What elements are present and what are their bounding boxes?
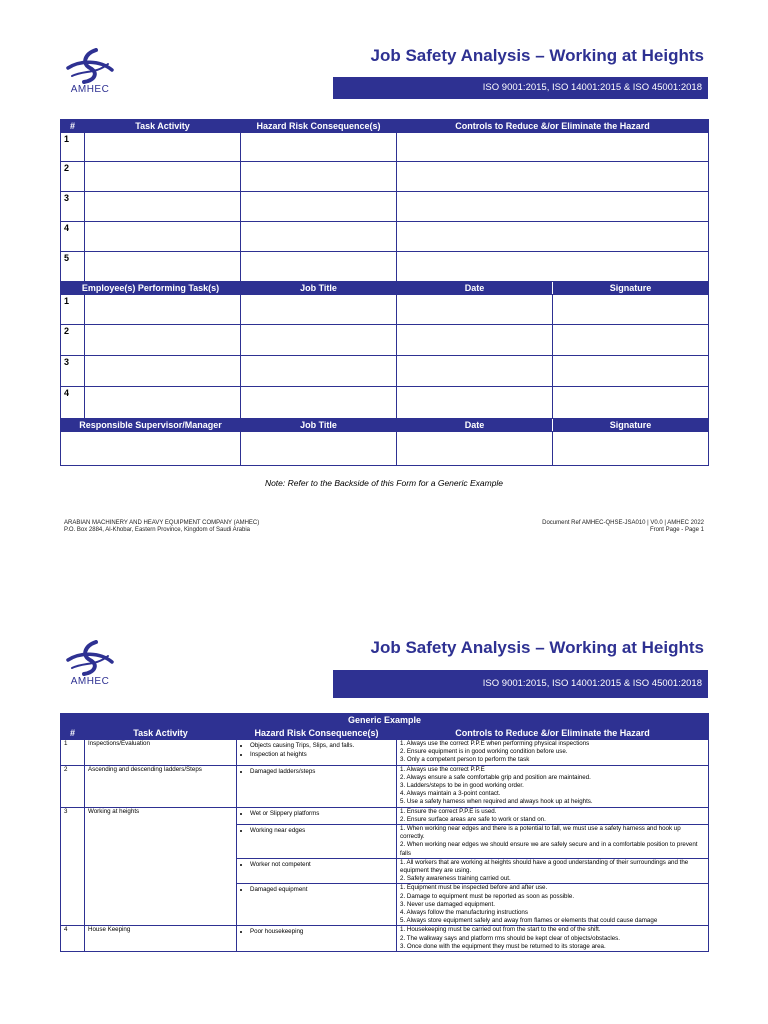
hazard-item: • Inspection at heights: [250, 750, 393, 759]
table-row: [61, 222, 709, 252]
page-title: Job Safety Analysis – Working at Heights: [370, 638, 704, 657]
col-header-date-signature: [397, 282, 709, 295]
control-item: 1. All workers that are working at heights should have a good understanding of their surroundings and the equipment they are using.: [400, 858, 689, 875]
controls-list: [397, 765, 709, 807]
row-number: 4: [61, 222, 85, 252]
table-row: [61, 295, 709, 325]
hazard-item: • Poor housekeeping: [250, 927, 393, 936]
date-signature-cell[interactable]: [397, 356, 709, 387]
date-signature-cell[interactable]: [397, 387, 709, 419]
row-number: 1: [61, 295, 85, 325]
date-signature-cell[interactable]: [397, 325, 709, 356]
logo-text: AMHEC: [70, 84, 110, 95]
row-number: 3: [61, 807, 85, 926]
control-item: 3. Never use damaged equipment.: [400, 900, 495, 908]
row-number: 2: [61, 325, 85, 356]
col-header-signature: Signature: [609, 283, 652, 293]
col-header-task-activity: Task Activity: [85, 120, 241, 133]
control-item: 1. When working near edges and there is a potential to fall, we must use a safety harness and hook up correctly.: [400, 825, 681, 841]
control-item: 5. Use a safety harness when required and always hook up at heights.: [400, 798, 593, 806]
job-title-cell[interactable]: [241, 325, 397, 356]
controls-cell[interactable]: [397, 162, 709, 192]
date-signature-cell[interactable]: [397, 432, 709, 466]
controls-list: [397, 825, 709, 859]
row-number: 5: [61, 252, 85, 282]
control-item: 2. Always ensure a safe comfortable grip and position are maintained.: [400, 773, 591, 781]
table-row: [61, 133, 709, 162]
task-table-header: [61, 120, 709, 133]
row-number: 4: [61, 926, 85, 952]
control-item: 3. Ladders/steps to be in good working order.: [400, 782, 524, 790]
task-activity: Inspections/Evaluation: [85, 740, 237, 766]
control-item: 5. Always store equipment safely and away from flames or elements that could cause damage: [400, 917, 658, 925]
row-number: 1: [61, 740, 85, 766]
control-item: 4. Always maintain a 3-point contact.: [400, 790, 501, 798]
col-header-number: #: [61, 727, 85, 740]
hazard-cell[interactable]: [241, 192, 397, 222]
table-row: [61, 325, 709, 356]
employee-name-cell[interactable]: [85, 295, 241, 325]
hazard-item: • Wet or Slippery platforms: [250, 809, 393, 818]
example-title: Generic Example: [61, 714, 709, 727]
task-activity-cell[interactable]: [85, 133, 241, 162]
hazard-cell[interactable]: [241, 133, 397, 162]
table-row: [61, 740, 709, 766]
hazard-cell[interactable]: [241, 162, 397, 192]
hazard-cell[interactable]: [241, 222, 397, 252]
col-header-employees: Employee(s) Performing Task(s): [61, 282, 241, 295]
col-header-controls: Controls to Reduce &/or Eliminate the Hazard: [397, 120, 709, 133]
document-ref: Document Ref AMHEC-QHSE-JSA010 | V0.0 | AMHEC 2022: [542, 520, 704, 526]
page-number: Front Page - Page 1: [649, 527, 704, 533]
col-header-task-activity: Task Activity: [85, 727, 237, 740]
hazard-item: • Working near edges: [250, 826, 393, 835]
employee-name-cell[interactable]: [85, 356, 241, 387]
col-header-supervisor: Responsible Supervisor/Manager: [61, 419, 241, 432]
control-item: 2. When working near edges we should ensure we are safely secure and in a comfortable position to prevent falls: [400, 841, 698, 857]
supervisor-table-header: [61, 419, 709, 432]
hazard-list: [237, 884, 397, 926]
table-row: [61, 926, 709, 952]
row-number: 2: [61, 162, 85, 192]
company-logo: [60, 640, 120, 687]
row-number: 2: [61, 765, 85, 807]
employee-name-cell[interactable]: [85, 387, 241, 419]
iso-banner: ISO 9001:2015, ISO 14001:2015 & ISO 45001:2018: [333, 77, 708, 99]
hazard-list: [237, 858, 397, 884]
col-header-number: #: [61, 120, 85, 133]
col-header-date: Date: [397, 282, 553, 294]
task-activity: Ascending and descending ladders/Steps: [85, 765, 237, 807]
company-name: ARABIAN MACHINERY AND HEAVY EQUIPMENT COMPANY (AMHEC): [64, 520, 260, 526]
task-activity: Working at heights: [85, 807, 237, 926]
hazard-list: [237, 807, 397, 824]
logo-text: AMHEC: [70, 676, 110, 687]
control-item: 1. Housekeeping must be carried out from the start to the end of the shift.: [400, 926, 601, 934]
hazard-item: • Worker not competent: [250, 860, 393, 869]
generic-example-table: [60, 713, 709, 952]
job-title-cell[interactable]: [241, 387, 397, 419]
control-item: 3. Once done with the equipment they must be returned to its storage area.: [400, 942, 606, 950]
backside-note: Note: Refer to the Backside of this Form for a Generic Example: [264, 478, 504, 488]
row-number: 1: [61, 133, 85, 162]
example-header-row: [61, 727, 709, 740]
company-address: P.O. Box 2884, Al-Khobar, Eastern Province, Kingdom of Saudi Arabia: [64, 527, 251, 533]
control-item: 1. Always use the correct P.P.E: [400, 765, 485, 773]
job-title-cell[interactable]: [241, 432, 397, 466]
hazard-cell[interactable]: [241, 252, 397, 282]
job-title-cell[interactable]: [241, 295, 397, 325]
controls-cell[interactable]: [397, 192, 709, 222]
controls-list: [397, 926, 709, 952]
table-row: [61, 356, 709, 387]
controls-cell[interactable]: [397, 133, 709, 162]
task-activity: House Keeping: [85, 926, 237, 952]
supervisor-name-cell[interactable]: [61, 432, 241, 466]
col-header-controls: Controls to Reduce &/or Eliminate the Hazard: [397, 727, 709, 740]
example-title-row: [61, 714, 709, 727]
controls-list: [397, 807, 709, 824]
control-item: 1. Equipment must be inspected before and after use.: [400, 884, 548, 892]
controls-list: [397, 884, 709, 926]
table-row: [61, 192, 709, 222]
hazard-item: • Damaged ladders/steps: [250, 767, 393, 776]
page-title: Job Safety Analysis – Working at Heights: [370, 46, 704, 65]
iso-banner: ISO 9001:2015, ISO 14001:2015 & ISO 45001:2018: [333, 670, 708, 698]
amhec-logo-icon: [60, 48, 120, 84]
control-item: 2. Damage to equipment must be reported as soon as possible.: [400, 892, 575, 900]
control-item: 1. Ensure the correct P.P.E is used.: [400, 807, 497, 815]
hazard-list: [237, 825, 397, 859]
employee-name-cell[interactable]: [85, 325, 241, 356]
task-table: [60, 119, 709, 466]
col-header-signature: Signature: [609, 420, 652, 430]
control-item: 1. Always use the correct P.P.E when performing physical inspections: [400, 740, 590, 747]
company-logo: [60, 48, 120, 95]
employee-table-header: [61, 282, 709, 295]
col-header-job-title: Job Title: [241, 282, 397, 295]
hazard-item: • Damaged equipment: [250, 885, 393, 894]
controls-list: [397, 740, 709, 766]
table-row: [61, 162, 709, 192]
date-signature-cell[interactable]: [397, 295, 709, 325]
col-header-hazard: Hazard Risk Consequence(s): [237, 727, 397, 740]
col-header-job-title: Job Title: [241, 419, 397, 432]
control-item: 2. Ensure surface areas are safe to work or stand on.: [400, 815, 546, 823]
hazard-list: [237, 740, 397, 766]
table-row: [61, 252, 709, 282]
task-activity-cell[interactable]: [85, 222, 241, 252]
hazard-list: [237, 926, 397, 952]
col-header-date: Date: [397, 419, 553, 431]
col-header-date-signature: [397, 419, 709, 432]
hazard-list: [237, 765, 397, 807]
table-row: [61, 387, 709, 419]
row-number: 4: [61, 387, 85, 419]
control-item: 2. Ensure equipment is in good working condition before use.: [400, 748, 568, 756]
col-header-hazard: Hazard Risk Consequence(s): [241, 120, 397, 133]
control-item: 2. The walkway says and platform rms should be kept clear of objects/obstacles.: [400, 934, 620, 942]
supervisor-row: [61, 432, 709, 466]
row-number: 3: [61, 192, 85, 222]
controls-cell[interactable]: [397, 222, 709, 252]
footer-left: [64, 520, 259, 534]
job-title-cell[interactable]: [241, 356, 397, 387]
task-activity-cell[interactable]: [85, 192, 241, 222]
table-row: [61, 807, 709, 824]
control-item: 3. Only a competent person to perform the task: [400, 756, 530, 764]
table-row: [61, 765, 709, 807]
footer-right: [542, 520, 704, 534]
control-item: 4. Always follow the manufacturing instructions: [400, 909, 528, 917]
amhec-logo-icon: [60, 640, 120, 676]
task-activity-cell[interactable]: [85, 162, 241, 192]
control-item: 2. Safety awareness training carried out.: [400, 875, 511, 883]
hazard-item: • Objects causing Trips, Slips, and falls.: [250, 741, 393, 750]
controls-list: [397, 858, 709, 884]
row-number: 3: [61, 356, 85, 387]
controls-cell[interactable]: [397, 252, 709, 282]
task-activity-cell[interactable]: [85, 252, 241, 282]
